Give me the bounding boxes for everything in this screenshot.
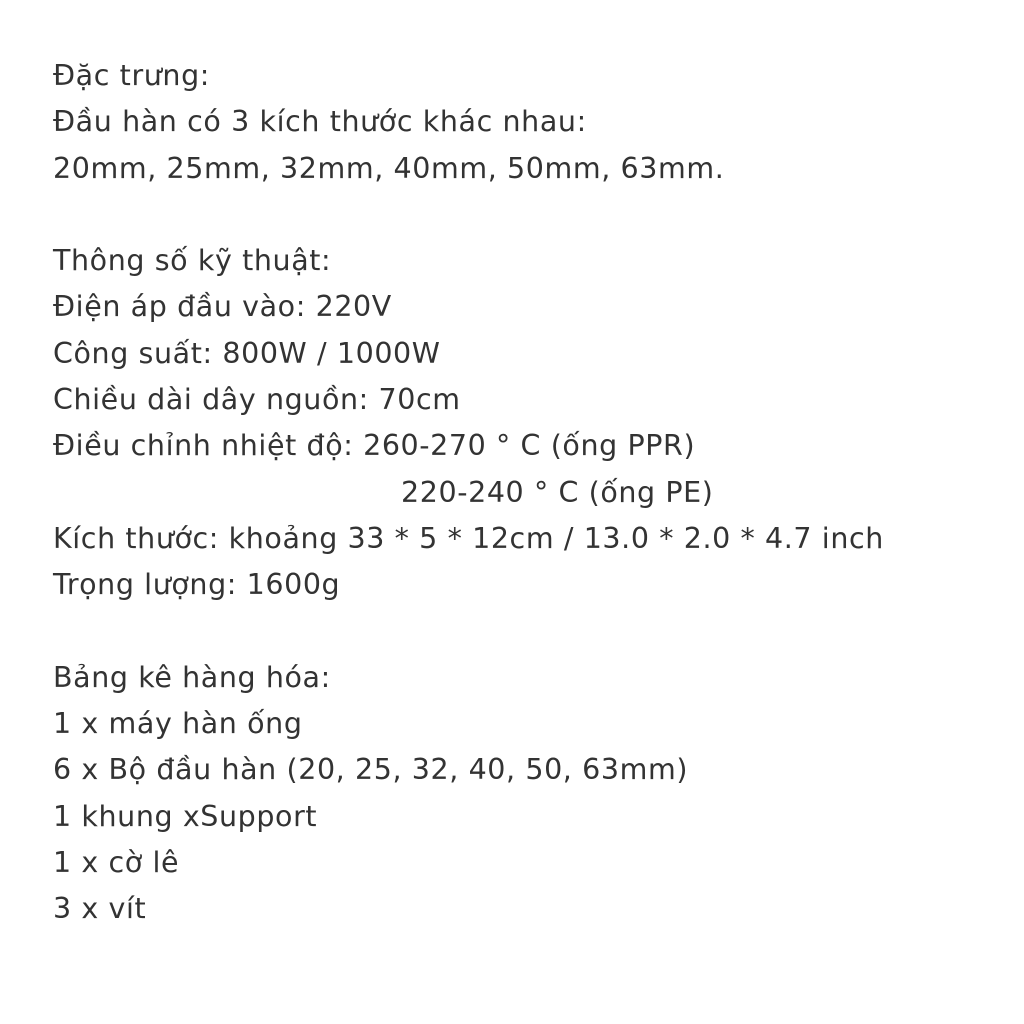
packing-item: 6 x Bộ đầu hàn (20, 25, 32, 40, 50, 63mm) — [53, 753, 689, 787]
features-line: 20mm, 25mm, 32mm, 40mm, 50mm, 63mm. — [53, 151, 725, 185]
spec-voltage: Điện áp đầu vào: 220V — [53, 290, 392, 324]
features-line: Đầu hàn có 3 kích thước khác nhau: — [53, 105, 587, 139]
section-spacer — [53, 192, 1013, 238]
spec-power: Công suất: 800W / 1000W — [53, 336, 441, 370]
packing-item: 3 x vít — [53, 892, 147, 926]
product-description — [53, 53, 1013, 933]
spec-temperature: Điều chỉnh nhiệt độ: 260-270 ° C (ống PPR) — [53, 429, 696, 463]
packing-heading: Bảng kê hàng hóa: — [53, 660, 331, 694]
specs-heading: Thông số kỹ thuật: — [53, 244, 332, 278]
spec-cord-length: Chiều dài dây nguồn: 70cm — [53, 383, 461, 417]
features-heading: Đặc trưng: — [53, 59, 210, 92]
packing-item: 1 x máy hàn ống — [53, 707, 303, 741]
features-section — [53, 53, 1013, 192]
spec-dimensions: Kích thước: khoảng 33 * 5 * 12cm / 13.0 * 2.0 * 4.7 inch — [53, 521, 884, 555]
section-spacer — [53, 609, 1013, 655]
spec-weight: Trọng lượng: 1600g — [53, 568, 341, 602]
packing-section — [53, 655, 1013, 933]
spec-temperature-pe: 220-240 ° C (ống PE) — [401, 475, 714, 509]
packing-item: 1 x cờ lê — [53, 846, 180, 880]
specs-section — [53, 238, 1013, 608]
packing-item: 1 khung xSupport — [53, 799, 318, 833]
